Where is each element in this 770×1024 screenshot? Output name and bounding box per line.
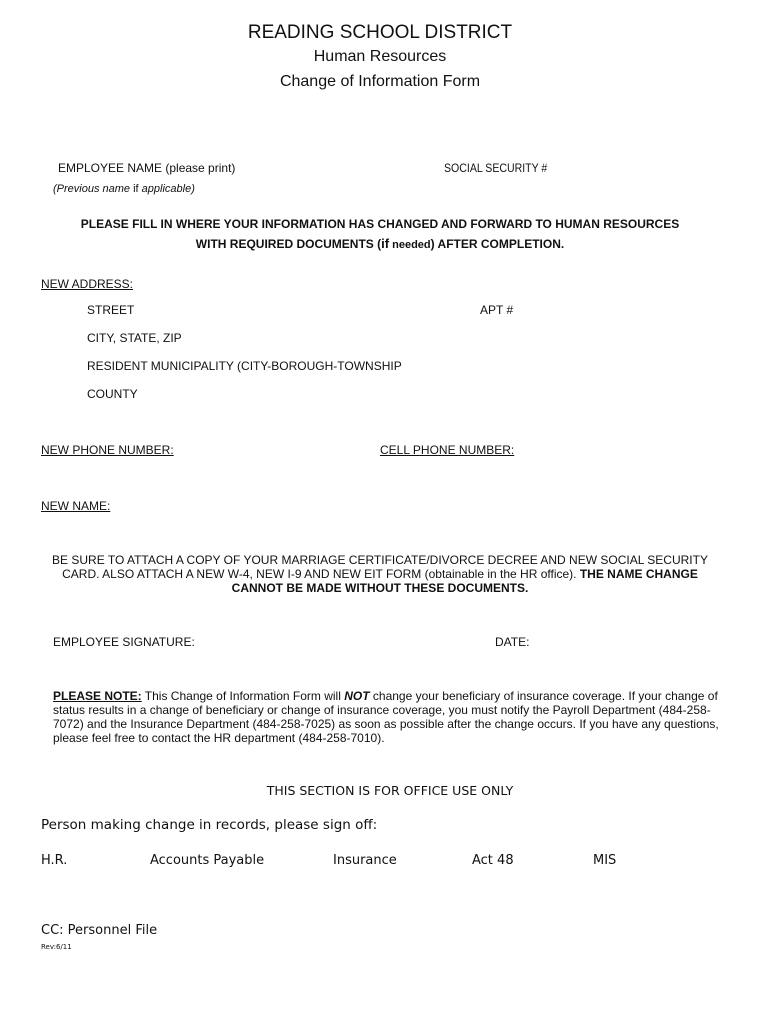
- attach-line3: CANNOT BE MADE WITHOUT THESE DOCUMENTS.: [231, 581, 529, 595]
- signature-label: EMPLOYEE SIGNATURE:: [53, 635, 195, 649]
- dept-mis: MIS: [593, 853, 617, 868]
- cell-phone-label: CELL PHONE NUMBER:: [380, 443, 515, 457]
- revision-label: Rev:6/11: [41, 943, 72, 951]
- date-label: DATE:: [495, 635, 530, 649]
- prev-post: applicable): [138, 183, 195, 195]
- dept-accounts-payable: Accounts Payable: [150, 853, 265, 868]
- note-text2: change your beneficiary of insurance coverage. If your change of status results in a change of beneficiary or change of insurance coverage, you must notify the Payroll Department (484-258-7072) and the Insurance Department (484-258-7025) as soon as possible after the change occurs. If you have any questions, please feel free to contact the HR department (484-258-7010).: [53, 689, 719, 745]
- ssn-label: SOCIAL SECURITY #: [444, 161, 548, 175]
- city-state-zip-label: CITY, STATE, ZIP: [87, 331, 182, 345]
- apt-label: APT #: [480, 303, 514, 317]
- prev-pre: (Previous name: [53, 183, 134, 195]
- new-name-heading: NEW NAME:: [41, 499, 111, 513]
- i2-pre: WITH REQUIRED DOCUMENTS (: [195, 237, 382, 251]
- new-address-heading: NEW ADDRESS:: [41, 277, 134, 291]
- street-label: STREET: [87, 303, 135, 317]
- note-not: NOT: [344, 689, 370, 703]
- new-phone-label: NEW PHONE NUMBER:: [41, 443, 174, 457]
- district-title: READING SCHOOL DISTRICT: [247, 22, 513, 43]
- i2-if: if: [381, 236, 390, 251]
- attach-line2-text: CARD. ALSO ATTACH A NEW W-4, NEW I-9 AND NEW EIT FORM (obtainable in the HR office).: [62, 567, 580, 581]
- municipality-label: RESIDENT MUNICIPALITY (CITY-BOROUGH-TOWNSHIP: [87, 359, 402, 373]
- i2-needed: needed: [389, 239, 431, 251]
- note-label: PLEASE NOTE:: [53, 689, 142, 703]
- prev-if: if: [133, 183, 139, 195]
- form-title: Change of Information Form: [279, 73, 481, 90]
- attach-line2-bold: THE NAME CHANGE: [579, 567, 698, 581]
- county-label: COUNTY: [87, 387, 138, 401]
- dept-hr: H.R.: [41, 853, 68, 868]
- note-text1: This Change of Information Form will: [141, 689, 345, 703]
- dept-act48: Act 48: [472, 853, 514, 868]
- dept-insurance: Insurance: [333, 853, 397, 868]
- please-note: [53, 689, 733, 745]
- office-use-heading: THIS SECTION IS FOR OFFICE USE ONLY: [266, 783, 514, 798]
- instructions-line2: [0, 237, 760, 251]
- attach-line1: BE SURE TO ATTACH A COPY OF YOUR MARRIAGE CERTIFICATE/DIVORCE DECREE AND NEW SOCIAL SECURITY: [52, 553, 708, 567]
- previous-name-note: [53, 184, 195, 195]
- instructions-line1: PLEASE FILL IN WHERE YOUR INFORMATION HAS CHANGED AND FORWARD TO HUMAN RESOURCES: [80, 217, 680, 231]
- sign-off-label: Person making change in records, please sign off:: [41, 817, 378, 833]
- cc-personnel-file: CC: Personnel File: [41, 923, 158, 938]
- department-title: Human Resources: [313, 48, 447, 65]
- employee-name-label: EMPLOYEE NAME (please print): [58, 161, 236, 175]
- attach-line2: [0, 568, 760, 580]
- i2-post: ) AFTER COMPLETION.: [430, 237, 565, 251]
